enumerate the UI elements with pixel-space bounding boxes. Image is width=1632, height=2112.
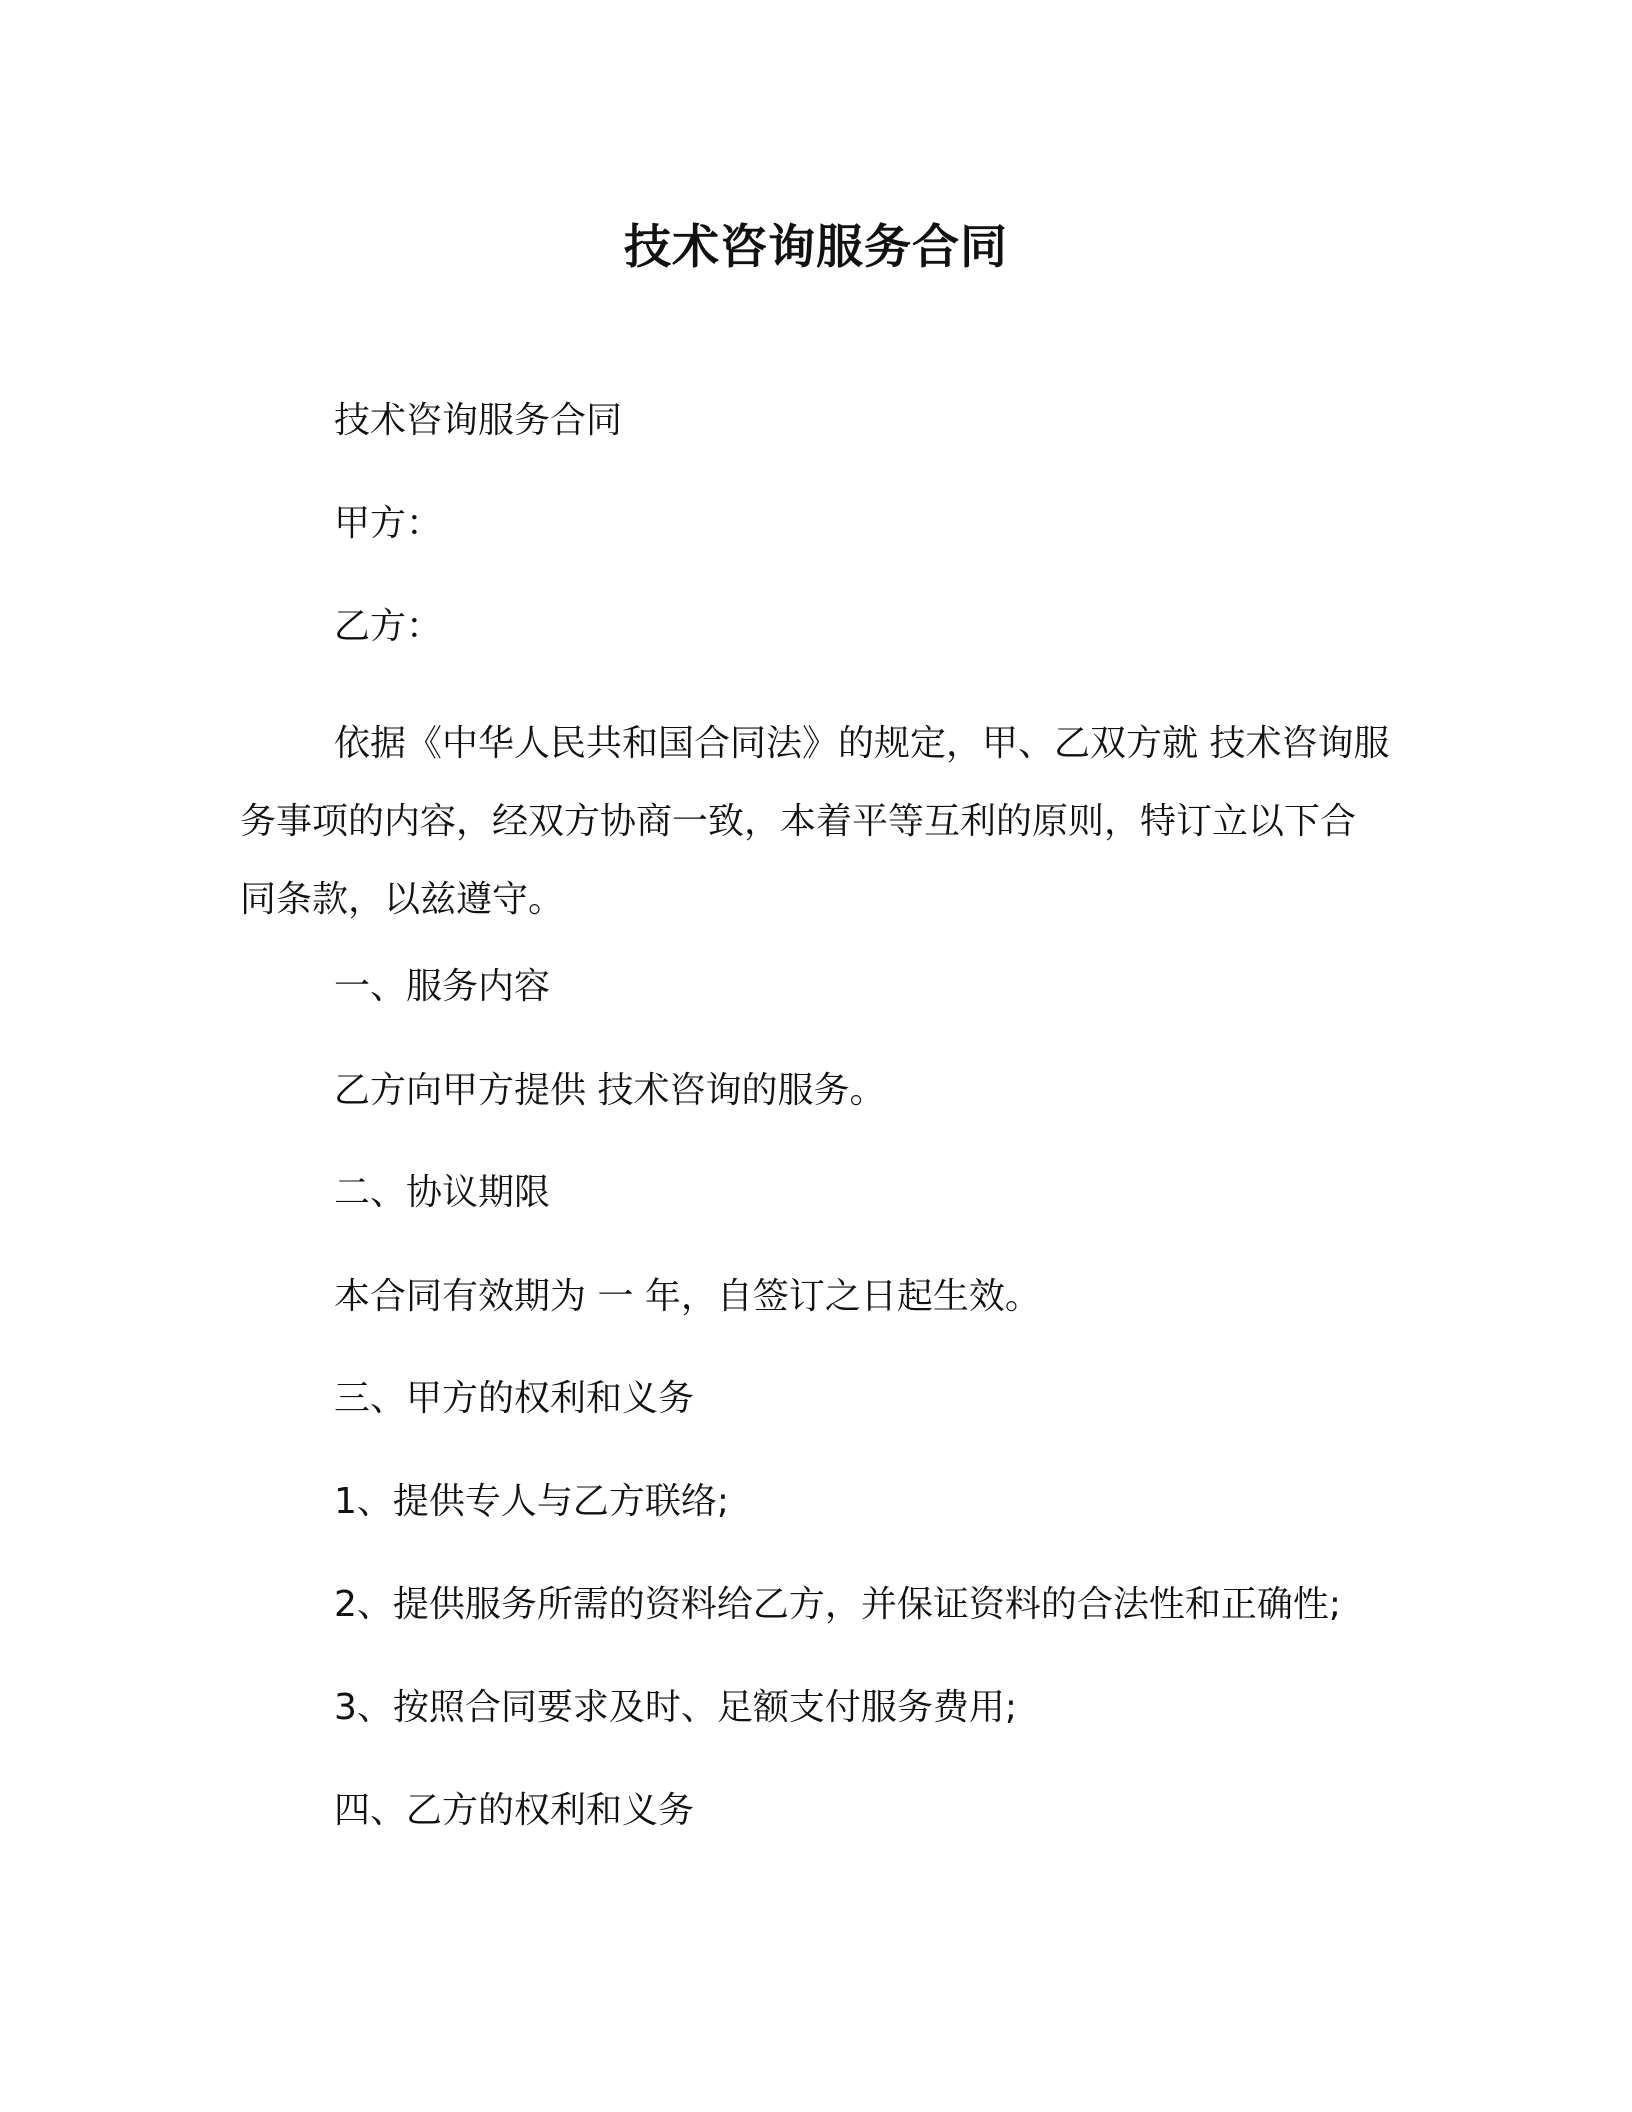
section-heading: 四、乙方的权利和义务 [334, 1790, 695, 1831]
section-heading: 二、协议期限 [334, 1172, 551, 1213]
contract-name-line: 技术咨询服务合同 [334, 400, 623, 441]
preamble-paragraph: 依据《中华人民共和国合同法》的规定，甲、乙双方就 技术咨询服务事项的内容，经双方协商一致，本着平等互利的原则，特订立以下合同条款，以兹遵守。 [240, 723, 1390, 920]
section-heading: 一、服务内容 [334, 966, 551, 1007]
list-item: 3、按照合同要求及时、足额支付服务费用; [334, 1687, 1018, 1728]
list-item: 2、提供服务所需的资料给乙方，并保证资料的合法性和正确性; [334, 1584, 1342, 1625]
party-a-line: 甲方： [334, 503, 443, 544]
section-body: 乙方向甲方提供 技术咨询的服务。 [334, 1070, 886, 1111]
party-b-line: 乙方： [334, 606, 443, 647]
document-title: 技术咨询服务合同 [624, 220, 1008, 275]
section-body: 本合同有效期为 一 年，自签订之日起生效。 [334, 1276, 1041, 1317]
list-item: 1、提供专人与乙方联络; [334, 1481, 730, 1522]
section-heading: 三、甲方的权利和义务 [334, 1378, 695, 1419]
